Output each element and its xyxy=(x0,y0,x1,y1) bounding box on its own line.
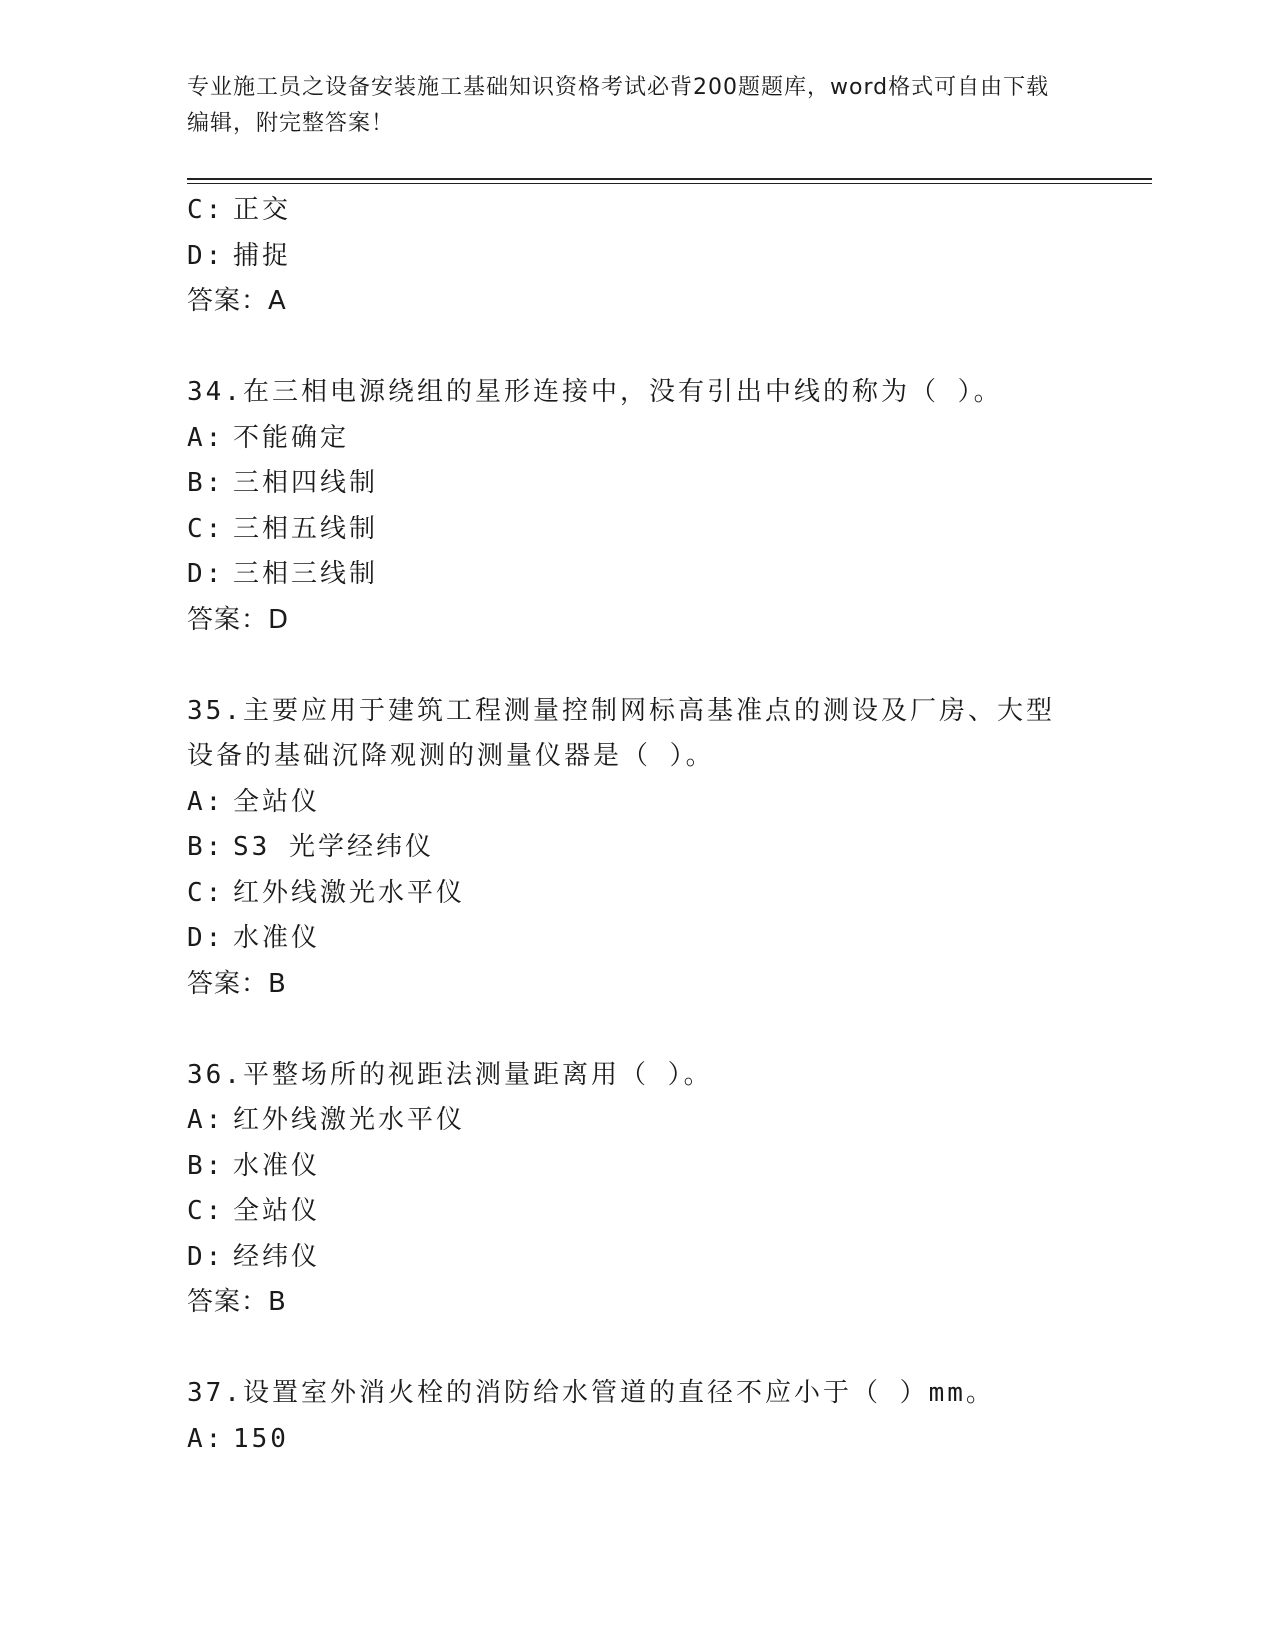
option-key: A: xyxy=(187,422,225,453)
option-line xyxy=(187,1189,1152,1235)
option-text: S3 光学经纬仪 xyxy=(233,832,434,862)
option-text: 全站仪 xyxy=(233,1196,321,1226)
option-line xyxy=(187,1144,1152,1190)
answer-line: 答案：B xyxy=(187,1287,287,1317)
option-key: D: xyxy=(187,923,225,953)
option-key: B: xyxy=(187,468,225,498)
option-text: 经纬仪 xyxy=(233,1241,321,1272)
option-line xyxy=(187,1098,1152,1144)
document-header: 专业施工员之设备安装施工基础知识资格考试必背200题题库，word格式可自由下载编辑，附完整答案！ xyxy=(187,75,1050,136)
option-key: C: xyxy=(187,877,225,908)
option-text: 水准仪 xyxy=(233,923,321,953)
option-key: A: xyxy=(187,786,225,817)
question-stem: 35.主要应用于建筑工程测量控制网标高基准点的测设及厂房、大型设备的基础沉降观测的测量仪器是（ ）。 xyxy=(187,695,1055,771)
option-text: 不能确定 xyxy=(233,422,350,453)
option-line xyxy=(187,552,1152,598)
option-key: D: xyxy=(187,559,225,589)
spacer xyxy=(187,325,1152,371)
answer-line: 答案：B xyxy=(187,968,287,999)
option-line xyxy=(187,916,1152,962)
option-text: 三相四线制 xyxy=(233,468,379,498)
option-text: 全站仪 xyxy=(233,786,321,817)
option-text: 正交 xyxy=(233,195,292,225)
option-line xyxy=(187,234,1152,280)
option-line xyxy=(187,461,1152,507)
option-text: 三相三线制 xyxy=(233,559,379,589)
option-line xyxy=(187,1417,1152,1463)
option-line xyxy=(187,1235,1152,1281)
option-text: 三相五线制 xyxy=(233,513,379,544)
spacer xyxy=(187,1007,1152,1053)
option-text: 红外线激光水平仪 xyxy=(233,877,466,908)
question-stem: 34.在三相电源绕组的星形连接中，没有引出中线的称为（ ）。 xyxy=(187,377,1003,407)
option-line xyxy=(187,188,1152,234)
option-key: C: xyxy=(187,195,225,225)
answer-line: 答案：D xyxy=(187,604,290,635)
option-key: B: xyxy=(187,1150,225,1181)
spacer xyxy=(187,643,1152,689)
option-text: 红外线激光水平仪 xyxy=(233,1105,466,1135)
option-line xyxy=(187,780,1152,826)
question-list xyxy=(187,188,1152,1462)
option-key: D: xyxy=(187,1241,225,1272)
option-text: 水准仪 xyxy=(233,1150,321,1181)
question-stem: 36.平整场所的视距法测量距离用（ ）。 xyxy=(187,1059,713,1090)
answer-line: 答案：A xyxy=(187,286,287,316)
option-key: C: xyxy=(187,1196,225,1226)
spacer xyxy=(187,1326,1152,1372)
option-key: A: xyxy=(187,1105,225,1135)
option-line xyxy=(187,507,1152,553)
option-key: D: xyxy=(187,240,225,271)
option-line xyxy=(187,871,1152,917)
option-key: B: xyxy=(187,832,225,862)
option-text: 150 xyxy=(233,1423,289,1454)
option-key: C: xyxy=(187,513,225,544)
option-line xyxy=(187,416,1152,462)
header-rule-thick xyxy=(187,178,1152,180)
question-stem: 37.设置室外消火栓的消防给水管道的直径不应小于（ ）mm。 xyxy=(187,1378,995,1408)
option-text: 捕捉 xyxy=(233,240,292,271)
option-key: A: xyxy=(187,1423,225,1454)
option-line xyxy=(187,825,1152,871)
header-rule-thin xyxy=(187,183,1152,184)
